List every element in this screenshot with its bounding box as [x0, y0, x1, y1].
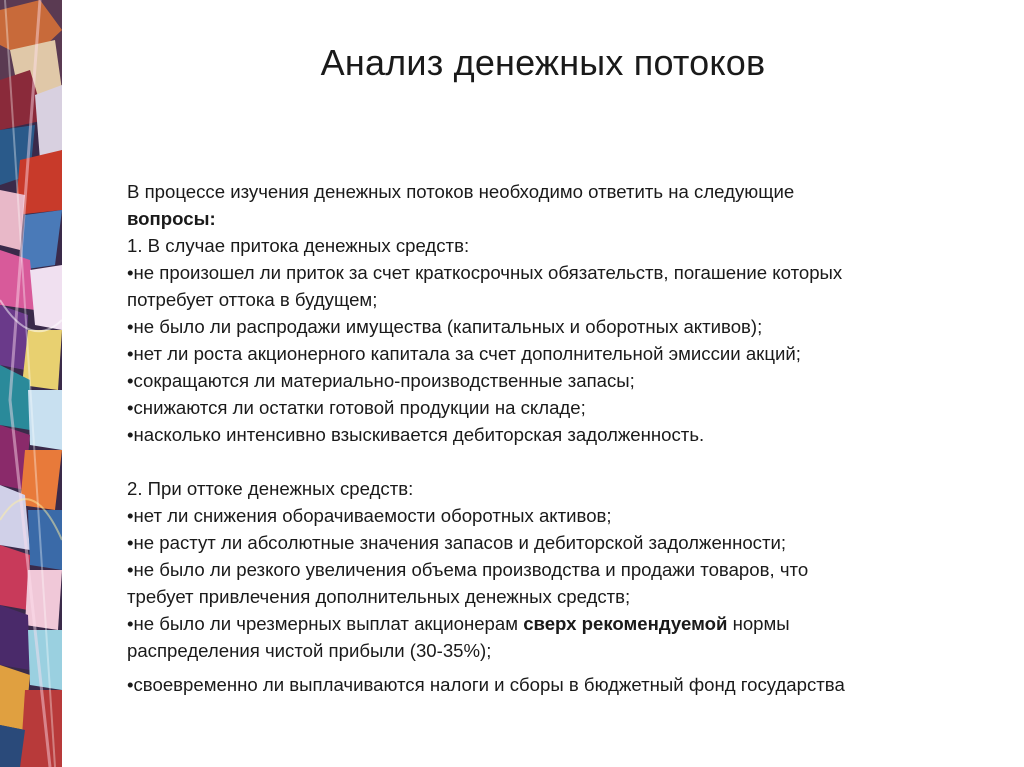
shareholder-item-tail: нормы — [727, 613, 790, 634]
list-item-continuation: потребует оттока в будущем; — [127, 289, 378, 310]
list-item: •сокращаются ли материально-производственные запасы; — [127, 370, 635, 391]
section2-heading: 2. При оттоке денежных средств: — [127, 478, 414, 499]
slide-body — [127, 178, 1017, 698]
slide-title: Анализ денежных потоков — [320, 42, 766, 83]
list-item: •не произошел ли приток за счет краткосрочных обязательств, погашение которых — [127, 262, 843, 283]
abstract-art-image — [0, 0, 62, 767]
intro-bold-word: вопросы: — [127, 208, 216, 229]
list-item: •снижаются ли остатки готовой продукции на складе; — [127, 397, 586, 418]
list-item: •не было ли резкого увеличения объема производства и продажи товаров, что — [127, 559, 809, 580]
intro-line: В процессе изучения денежных потоков необходимо ответить на следующие — [127, 181, 795, 202]
section-spacer — [127, 448, 1017, 475]
list-item: •не растут ли абсолютные значения запасов и дебиторской задолженности; — [127, 532, 787, 553]
shareholder-item-bold: сверх рекомендуемой — [523, 613, 728, 634]
list-item: •нет ли снижения оборачиваемости оборотных активов; — [127, 505, 612, 526]
item-spacer — [127, 664, 1017, 671]
list-item: •не было ли распродажи имущества (капитальных и оборотных активов); — [127, 316, 763, 337]
list-item: •насколько интенсивно взыскивается дебиторская задолженность. — [127, 424, 705, 445]
list-item: •своевременно ли выплачиваются налоги и сборы в бюджетный фонд государства — [127, 674, 845, 695]
shareholder-list-item — [127, 610, 1017, 637]
decorative-art-strip — [0, 0, 62, 767]
list-item-continuation: распределения чистой прибыли (30-35%); — [127, 640, 492, 661]
list-item: •нет ли роста акционерного капитала за счет дополнительной эмиссии акций; — [127, 343, 801, 364]
shareholder-item-text: •не было ли чрезмерных выплат акционерам — [127, 613, 524, 634]
section1-heading: 1. В случае притока денежных средств: — [127, 235, 470, 256]
list-item-continuation: требует привлечения дополнительных денежных средств; — [127, 586, 631, 607]
